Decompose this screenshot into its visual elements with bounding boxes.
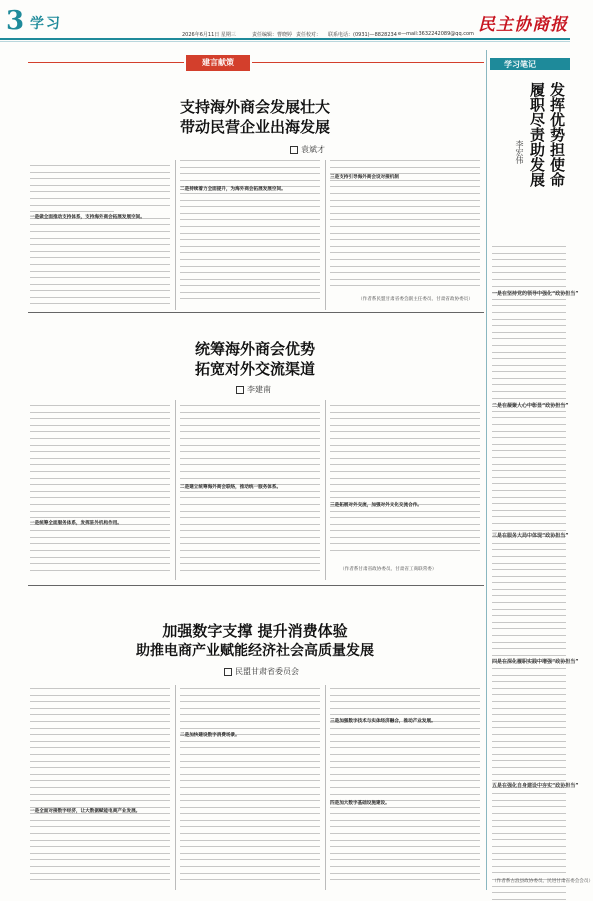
email: e—mail:3632242089@qq.com (398, 31, 474, 37)
article1-subhead-1: 一是做全面推动支持体系，支持海外商会拓展发展空间。 (30, 215, 145, 220)
sidebar-rule (486, 50, 487, 890)
article-divider (28, 312, 484, 313)
article1-col1 (30, 165, 170, 305)
article2-col1 (30, 405, 170, 575)
article2-credit: （作者系甘肃省政协委员、甘肃省工商联常委） (340, 567, 437, 572)
section-title: 学习 (30, 16, 62, 32)
sidebar-tab-label: 学习笔记 (504, 60, 536, 69)
byline-box-icon (290, 146, 298, 154)
sidebar-subhead-4: 四是在深化履职实践中增强“政协担当” (492, 659, 579, 665)
column-rule (325, 685, 326, 890)
article3-author: 民盟甘肃省委员会 (235, 667, 299, 676)
sidebar-subhead-1: 一是在坚持党的领导中强化“政协担当” (492, 291, 579, 297)
sidebar-title-col1: 发挥优势担使命 (548, 82, 566, 187)
phone: 联系电话：(0931)—8828234 (328, 32, 397, 38)
article2-subhead-1: 一是统筹全面服务体系，发挥驻外机构作用。 (30, 521, 122, 526)
sidebar-title-col2: 履职尽责助发展 (528, 82, 546, 187)
column-rule (325, 400, 326, 580)
article3-subhead-2: 二是加快建设数字消费场景。 (180, 733, 240, 738)
article1-author: 袁斌才 (301, 145, 325, 154)
article3-title-line2: 助推电商产业赋能经济社会高质量发展 (136, 643, 374, 659)
byline-box-icon (224, 668, 232, 676)
badge-wing-left (28, 62, 184, 63)
article1-subhead-2: 二是持续着力全面提升，为海外商会拓展发展空间。 (180, 187, 286, 192)
article2-subhead-2: 二是建立统筹海外商会联络，推动统一服务体系。 (180, 485, 282, 490)
article1-credit: （作者系民盟甘肃省委会副主任委员、甘肃省政协委员） (358, 297, 473, 302)
article1-title-line2: 带动民营企业出海发展 (179, 118, 330, 136)
section-badge: 建言献策 (186, 55, 250, 71)
byline-box-icon (236, 386, 244, 394)
masthead (0, 0, 570, 44)
column-rule (175, 160, 176, 310)
sidebar-subhead-5: 五是在强化自身建设中夯实“政协担当” (492, 783, 579, 789)
newspaper-logo: 民主协商报 (478, 15, 568, 35)
article3-subhead-4: 四是加大数字基础设施建设。 (330, 801, 390, 806)
sidebar-subhead-3: 三是在服务大局中体现“政协担当” (492, 533, 569, 539)
article1-title-line1: 支持海外商会发展壮大 (179, 98, 330, 116)
article2-col3 (330, 405, 480, 555)
article1-subhead-3: 三是支持引导海外商会设对接机制 (330, 175, 399, 180)
article3-byline (224, 666, 299, 677)
date: 2026年6月11日 星期三 (182, 32, 236, 38)
sidebar-credit: （作者系古浪县政协委员、民进甘肃省委会会员） (492, 879, 593, 884)
article2-subhead-3: 三是拓展对外交流，加强对外文化交流合作。 (330, 503, 422, 508)
sidebar-byline: 李宏伟 (515, 140, 524, 164)
column-rule (175, 685, 176, 890)
article3-col1 (30, 688, 170, 888)
sidebar-subhead-2: 二是在凝聚人心中彰显“政协担当” (492, 403, 569, 409)
header-rule (0, 38, 570, 40)
article2-title-line1: 统筹海外商会优势 (194, 340, 315, 358)
article1-col2 (180, 160, 320, 305)
article3-col2 (180, 688, 320, 888)
badge-wing-right (252, 62, 484, 63)
article2-author: 李建南 (247, 385, 271, 394)
article3-title-line1: 加强数字支撑 提升消费体验 (162, 622, 348, 640)
article2-title-line2: 拓宽对外交流渠道 (194, 360, 315, 378)
page-number: 3 (6, 6, 25, 36)
proof: 责任校对： (296, 32, 322, 38)
article2-byline (236, 384, 271, 395)
header-rule-thin (0, 41, 570, 42)
editor: 责任编辑：曹晓婷 (252, 32, 293, 38)
sidebar-tab (490, 58, 570, 70)
article2-col2 (180, 405, 320, 575)
article1-byline (290, 144, 325, 155)
article3-subhead-3: 三是加强数字技术与实体经济融合，推动产业发展。 (330, 719, 436, 724)
article3-subhead-1: 一是全面对接数字经济，让大数据赋能电商产业发展。 (30, 809, 141, 814)
column-rule (175, 400, 176, 580)
column-rule (325, 160, 326, 310)
article-divider (28, 585, 484, 586)
